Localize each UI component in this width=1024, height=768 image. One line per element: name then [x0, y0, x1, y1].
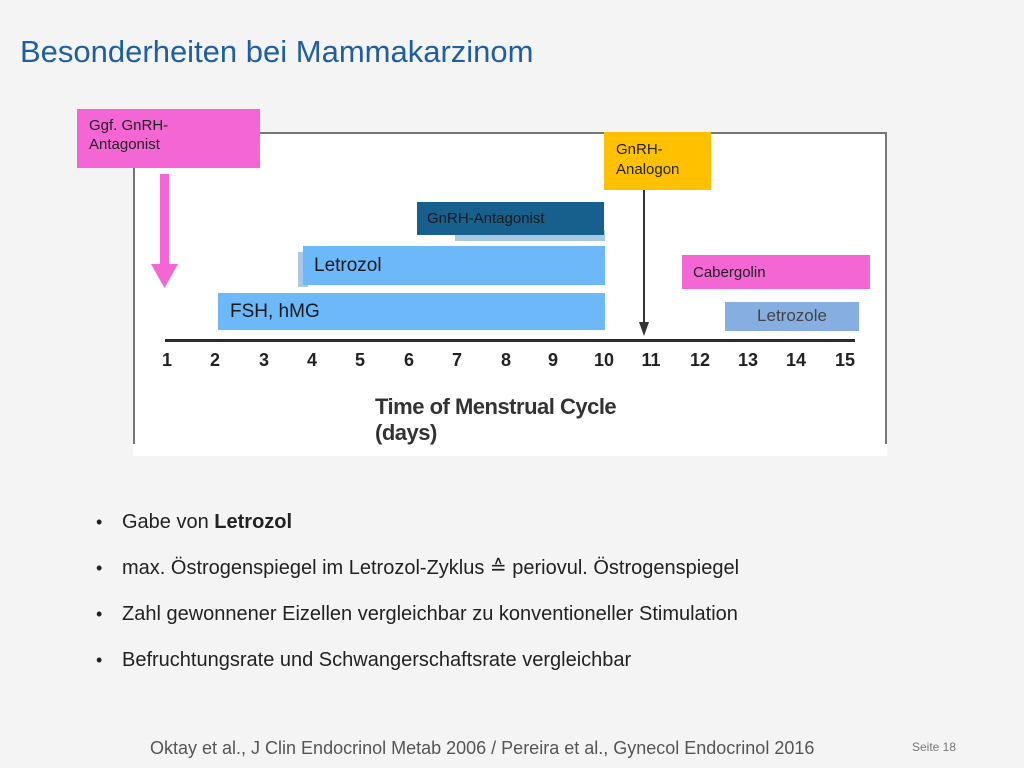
analogon-arrow-icon — [636, 190, 652, 340]
day-tick-14: 14 — [785, 350, 807, 370]
letrozole-bar — [725, 302, 859, 331]
bullet-1-bold: Letrozol — [214, 511, 293, 533]
gnrh-antagonist-bar — [417, 202, 604, 235]
bullet-item-4 — [96, 646, 739, 692]
letrozol-label: Letrozol — [314, 255, 382, 276]
fsh-hmg-label: FSH, hMG — [230, 301, 320, 322]
page-number: Seite 18 — [912, 740, 957, 754]
day-tick-7: 7 — [451, 350, 462, 370]
cabergolin-label: Cabergolin — [693, 264, 766, 281]
optional-gnrh-antagonist-line2: Antagonist — [89, 136, 160, 153]
day-tick-3: 3 — [258, 350, 269, 370]
bullet-item-3 — [96, 600, 739, 646]
day-tick-8: 8 — [500, 350, 511, 370]
gnrh-analogon-line2: Analogon — [616, 161, 680, 178]
gnrh-analogon-line1: GnRH- — [616, 141, 663, 158]
day-tick-1: 1 — [161, 350, 172, 370]
fsh-hmg-bar — [218, 293, 605, 330]
axis-title: Time of Menstrual Cycle (days) — [375, 394, 617, 445]
day-tick-12: 12 — [689, 350, 711, 370]
letrozol-bar — [303, 246, 605, 285]
bullet-1-prefix: Gabe von — [122, 511, 215, 533]
bullet-2-text: max. Östrogenspiegel im Letrozol-Zyklus ≙ periovul. Östrogenspiegel — [122, 557, 740, 579]
bullet-4-text: Befruchtungsrate und Schwangerschaftsrate vergleichbar — [122, 649, 632, 671]
pink-down-arrow-icon — [150, 172, 180, 292]
bullet-item-2 — [96, 554, 739, 600]
day-tick-13: 13 — [737, 350, 759, 370]
day-tick-4: 4 — [306, 350, 317, 370]
day-tick-6: 6 — [403, 350, 414, 370]
gnrh-antagonist-label: GnRH-Antagonist — [427, 210, 545, 227]
gnrh-analogon-box — [604, 132, 711, 190]
time-axis-line — [165, 339, 855, 342]
optional-gnrh-antagonist-box — [77, 109, 260, 168]
bullet-item-1 — [96, 508, 739, 554]
day-tick-10: 10 — [593, 350, 615, 370]
day-tick-9: 9 — [547, 350, 558, 370]
cabergolin-box — [682, 255, 870, 289]
bullet-3-text: Zahl gewonnener Eizellen vergleichbar zu konventioneller Stimulation — [122, 603, 738, 625]
bullet-list — [96, 508, 739, 692]
day-tick-5: 5 — [354, 350, 365, 370]
footer-reference: Oktay et al., J Clin Endocrinol Metab 2006 / Pereira et al., Gynecol Endocrinol 2016 — [150, 738, 815, 758]
day-tick-15: 15 — [834, 350, 856, 370]
optional-gnrh-antagonist-line1: Ggf. GnRH- — [89, 117, 169, 134]
slide-title: Besonderheiten bei Mammakarzinom — [20, 34, 534, 69]
letrozole-label: Letrozole — [757, 306, 827, 325]
day-tick-11: 11 — [641, 350, 661, 370]
day-tick-2: 2 — [209, 350, 220, 370]
